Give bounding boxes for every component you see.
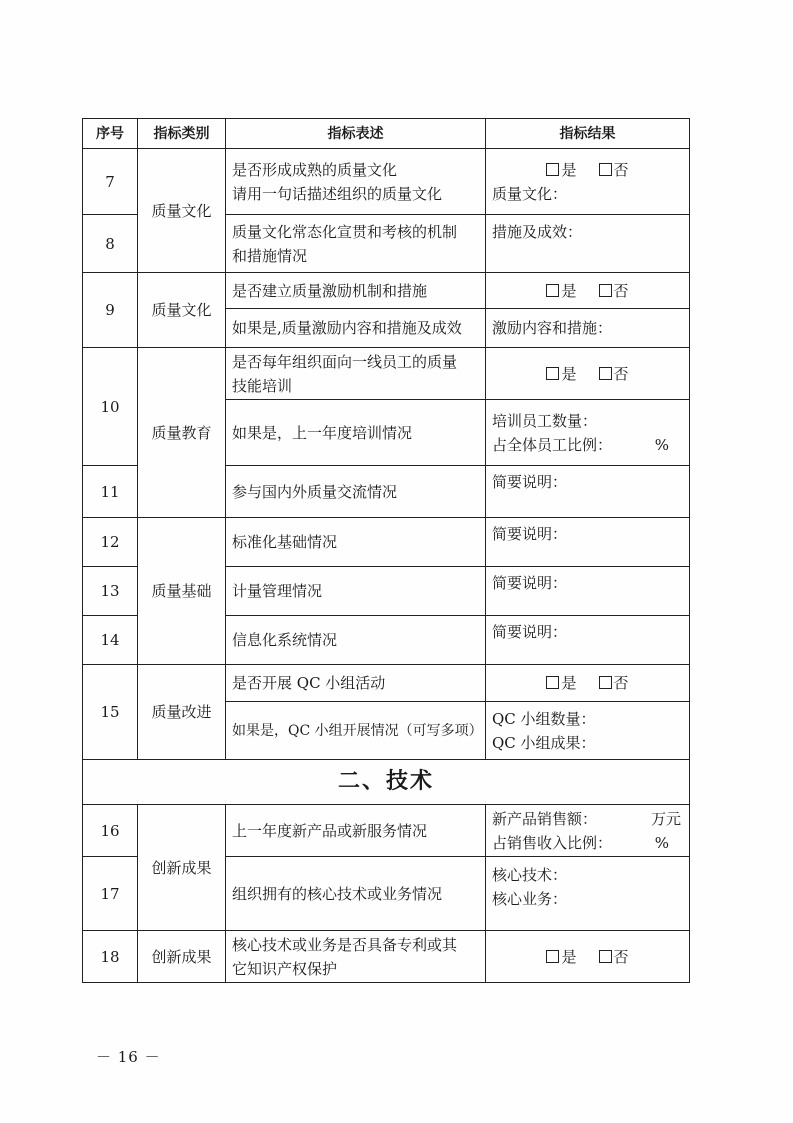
description-line: 是否每年组织面向一线员工的质量 (232, 352, 458, 371)
table-header-row (83, 119, 690, 149)
result-cell (486, 273, 690, 309)
header-seq: 序号 (83, 119, 138, 149)
row-number: 8 (83, 215, 138, 273)
option-no[interactable] (599, 945, 629, 969)
row-number: 17 (83, 857, 138, 931)
category-cell: 质量文化 (138, 273, 226, 348)
description-cell (226, 215, 486, 273)
description-line: 技能培训 (232, 376, 293, 395)
description-cell: 如果是，QC 小组开展情况（可写多项） (226, 702, 486, 760)
section-row (83, 760, 690, 805)
result-cell (486, 931, 690, 983)
yes-no-options (492, 279, 683, 303)
result-field-label: 占销售收入比例： (492, 833, 613, 852)
description-line: 是否形成成熟的质量文化 (232, 160, 398, 179)
row-number: 7 (83, 149, 138, 215)
result-field-label: 占全体员工比例： (492, 435, 613, 454)
result-field-label: 质量文化： (492, 184, 568, 203)
table-row (83, 348, 690, 400)
category-cell: 质量改进 (138, 665, 226, 760)
yes-no-options (492, 945, 683, 969)
option-yes-label: 是 (561, 947, 577, 966)
result-cell (486, 805, 690, 857)
checkbox-icon[interactable] (599, 163, 612, 176)
result-cell (486, 857, 690, 931)
result-field-label: QC 小组数量： (492, 709, 596, 728)
result-cell (486, 149, 690, 215)
checkbox-icon[interactable] (546, 284, 559, 297)
result-cell: 简要说明： (486, 466, 690, 518)
checkbox-icon[interactable] (599, 284, 612, 297)
option-no-label: 否 (613, 281, 629, 300)
description-cell: 是否开展 QC 小组活动 (226, 665, 486, 702)
header-category: 指标类别 (138, 119, 226, 149)
option-no[interactable] (599, 279, 629, 303)
result-field-label: 核心业务： (492, 890, 568, 908)
header-result: 指标结果 (486, 119, 690, 149)
result-field-label: 新产品销售额： (492, 809, 598, 828)
option-yes[interactable] (546, 362, 576, 386)
description-cell: 标准化基础情况 (226, 518, 486, 567)
result-cell (486, 348, 690, 400)
row-number: 18 (83, 931, 138, 983)
category-cell: 创新成果 (138, 805, 226, 931)
description-cell (226, 931, 486, 983)
description-cell: 上一年度新产品或新服务情况 (226, 805, 486, 857)
checkbox-icon[interactable] (546, 676, 559, 689)
option-yes-label: 是 (561, 281, 577, 300)
table-row (83, 931, 690, 983)
row-number: 10 (83, 348, 138, 466)
result-cell: 简要说明： (486, 518, 690, 567)
description-line: 质量文化常态化宣贯和考核的机制 (232, 222, 458, 241)
result-field-label: 措施及成效： (492, 222, 583, 241)
description-line: 请用一句话描述组织的质量文化 (232, 184, 443, 203)
description-cell (226, 149, 486, 215)
page-number: － 16 － (96, 1048, 161, 1066)
option-no-label: 否 (613, 364, 629, 383)
option-no[interactable] (599, 362, 629, 386)
row-number: 12 (83, 518, 138, 567)
option-yes[interactable] (546, 945, 576, 969)
percent-unit: % (654, 833, 669, 852)
row-number: 11 (83, 466, 138, 518)
table-row (83, 805, 690, 857)
option-yes[interactable] (546, 279, 576, 303)
result-cell (486, 702, 690, 760)
checkbox-icon[interactable] (599, 367, 612, 380)
currency-unit: 万元 (650, 809, 681, 828)
option-yes-label: 是 (561, 674, 577, 692)
result-field-label: 核心技术： (492, 866, 568, 884)
table-row (83, 665, 690, 702)
result-cell: 激励内容和措施： (486, 309, 690, 348)
checkbox-icon[interactable] (546, 163, 559, 176)
description-line: 它知识产权保护 (232, 959, 338, 978)
row-number: 15 (83, 665, 138, 760)
row-number: 9 (83, 273, 138, 348)
description-cell (226, 348, 486, 400)
option-yes-label: 是 (561, 364, 577, 383)
table-row (83, 273, 690, 309)
result-cell: 简要说明： (486, 567, 690, 616)
result-cell: 简要说明： (486, 616, 690, 665)
option-no-label: 否 (613, 947, 629, 966)
description-cell: 如果是，上一年度培训情况 (226, 400, 486, 466)
description-cell: 如果是,质量激励内容和措施及成效 (226, 309, 486, 348)
result-field-label: 培训员工数量： (492, 411, 598, 430)
category-cell: 创新成果 (138, 931, 226, 983)
description-line: 核心技术或业务是否具备专利或其 (232, 935, 458, 954)
checkbox-icon[interactable] (546, 950, 559, 963)
option-no[interactable] (599, 671, 629, 695)
row-number: 14 (83, 616, 138, 665)
description-cell: 是否建立质量激励机制和措施 (226, 273, 486, 309)
checkbox-icon[interactable] (599, 950, 612, 963)
percent-unit: % (654, 435, 669, 454)
description-cell: 信息化系统情况 (226, 616, 486, 665)
result-cell (486, 400, 690, 466)
result-field-row (492, 807, 683, 831)
result-cell (486, 665, 690, 702)
option-yes[interactable] (546, 671, 576, 695)
table-row (83, 149, 690, 215)
description-line: 和措施情况 (232, 246, 308, 265)
table-row (83, 518, 690, 567)
indicator-table (82, 118, 690, 983)
option-no-label: 否 (613, 160, 629, 179)
description-cell: 计量管理情况 (226, 567, 486, 616)
result-field-row (492, 831, 683, 855)
option-yes-label: 是 (561, 160, 577, 179)
checkbox-icon[interactable] (546, 367, 559, 380)
category-cell: 质量基础 (138, 518, 226, 665)
category-cell: 质量教育 (138, 348, 226, 518)
section-title: 二、技术 (83, 760, 690, 805)
header-description: 指标表述 (226, 119, 486, 149)
result-field-row (492, 433, 683, 457)
result-cell (486, 215, 690, 273)
result-field-label: QC 小组成果： (492, 733, 596, 752)
description-cell: 参与国内外质量交流情况 (226, 466, 486, 518)
row-number: 16 (83, 805, 138, 857)
option-no[interactable] (599, 158, 629, 182)
option-no-label: 否 (613, 674, 629, 692)
description-cell: 组织拥有的核心技术或业务情况 (226, 857, 486, 931)
category-cell: 质量文化 (138, 149, 226, 273)
checkbox-icon[interactable] (599, 676, 612, 689)
yes-no-options (492, 671, 683, 695)
row-number: 13 (83, 567, 138, 616)
yes-no-options (492, 158, 683, 182)
option-yes[interactable] (546, 158, 576, 182)
yes-no-options (492, 362, 683, 386)
